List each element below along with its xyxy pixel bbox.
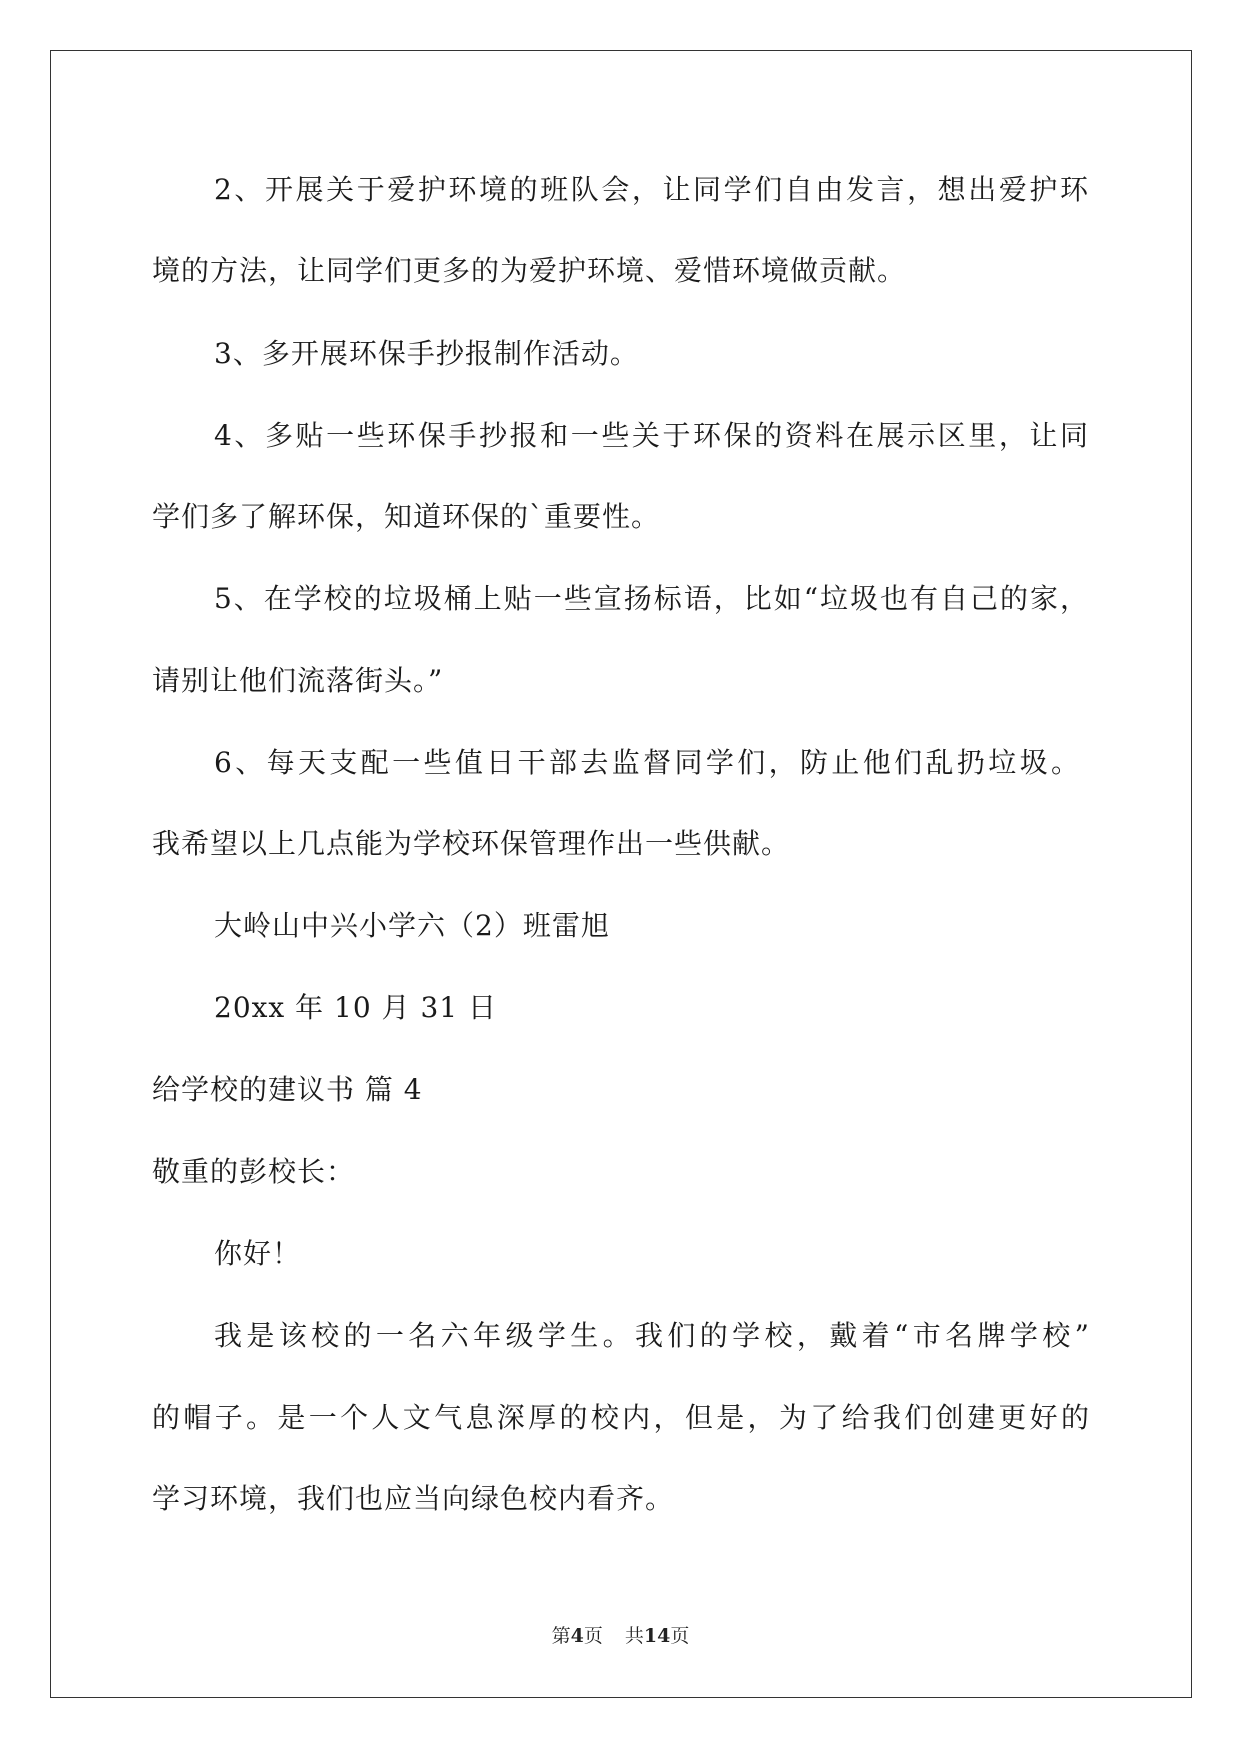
- footer-page-suffix: 页: [583, 1625, 603, 1647]
- paragraph-line-5: 学们多了解环保，知道环保的`重要性。: [152, 500, 661, 533]
- paragraph-line-1: 2、开展关于爱护环境的班队会，让同学们自由发言，想出爱护环: [214, 173, 1089, 206]
- section-heading: 给学校的建议书 篇 4: [152, 1073, 423, 1106]
- signature-date: 20xx 年 10 月 31 日: [214, 991, 497, 1024]
- page-footer: [0, 1624, 1241, 1648]
- footer-total-suffix: 页: [670, 1625, 690, 1647]
- paragraph-line-7: 请别让他们流落街头。”: [152, 664, 444, 697]
- paragraph-line-4: 4、多贴一些环保手抄报和一些关于环保的资料在展示区里，让同: [214, 419, 1089, 452]
- paragraph-line-10: 我是该校的一名六年级学生。我们的学校，戴着“市名牌学校”: [214, 1319, 1090, 1352]
- paragraph-line-11: 的帽子。是一个人文气息深厚的校内，但是，为了给我们创建更好的: [152, 1401, 1090, 1434]
- footer-total-prefix: 共: [624, 1625, 644, 1647]
- greeting: 你好！: [214, 1237, 302, 1270]
- paragraph-line-12: 学习环境，我们也应当向绿色校内看齐。: [152, 1482, 675, 1515]
- footer-total-pages: 14: [643, 1625, 671, 1647]
- footer-page-number: 4: [570, 1625, 584, 1647]
- paragraph-line-9: 我希望以上几点能为学校环保管理作出一些供献。: [152, 827, 791, 860]
- signature-class: 大岭山中兴小学六（2）班雷旭: [214, 909, 610, 942]
- paragraph-line-8: 6、每天支配一些值日干部去监督同学们，防止他们乱扔垃圾。: [214, 746, 1080, 779]
- paragraph-line-6: 5、在学校的垃圾桶上贴一些宣扬标语，比如“垃圾也有自己的家，: [214, 582, 1089, 615]
- paragraph-line-3: 3、多开展环保手抄报制作活动。: [214, 337, 639, 370]
- footer-page-prefix: 第: [551, 1625, 571, 1647]
- salutation: 敬重的彭校长：: [152, 1155, 356, 1188]
- paragraph-line-2: 境的方法，让同学们更多的为爱护环境、爱惜环境做贡献。: [152, 254, 907, 287]
